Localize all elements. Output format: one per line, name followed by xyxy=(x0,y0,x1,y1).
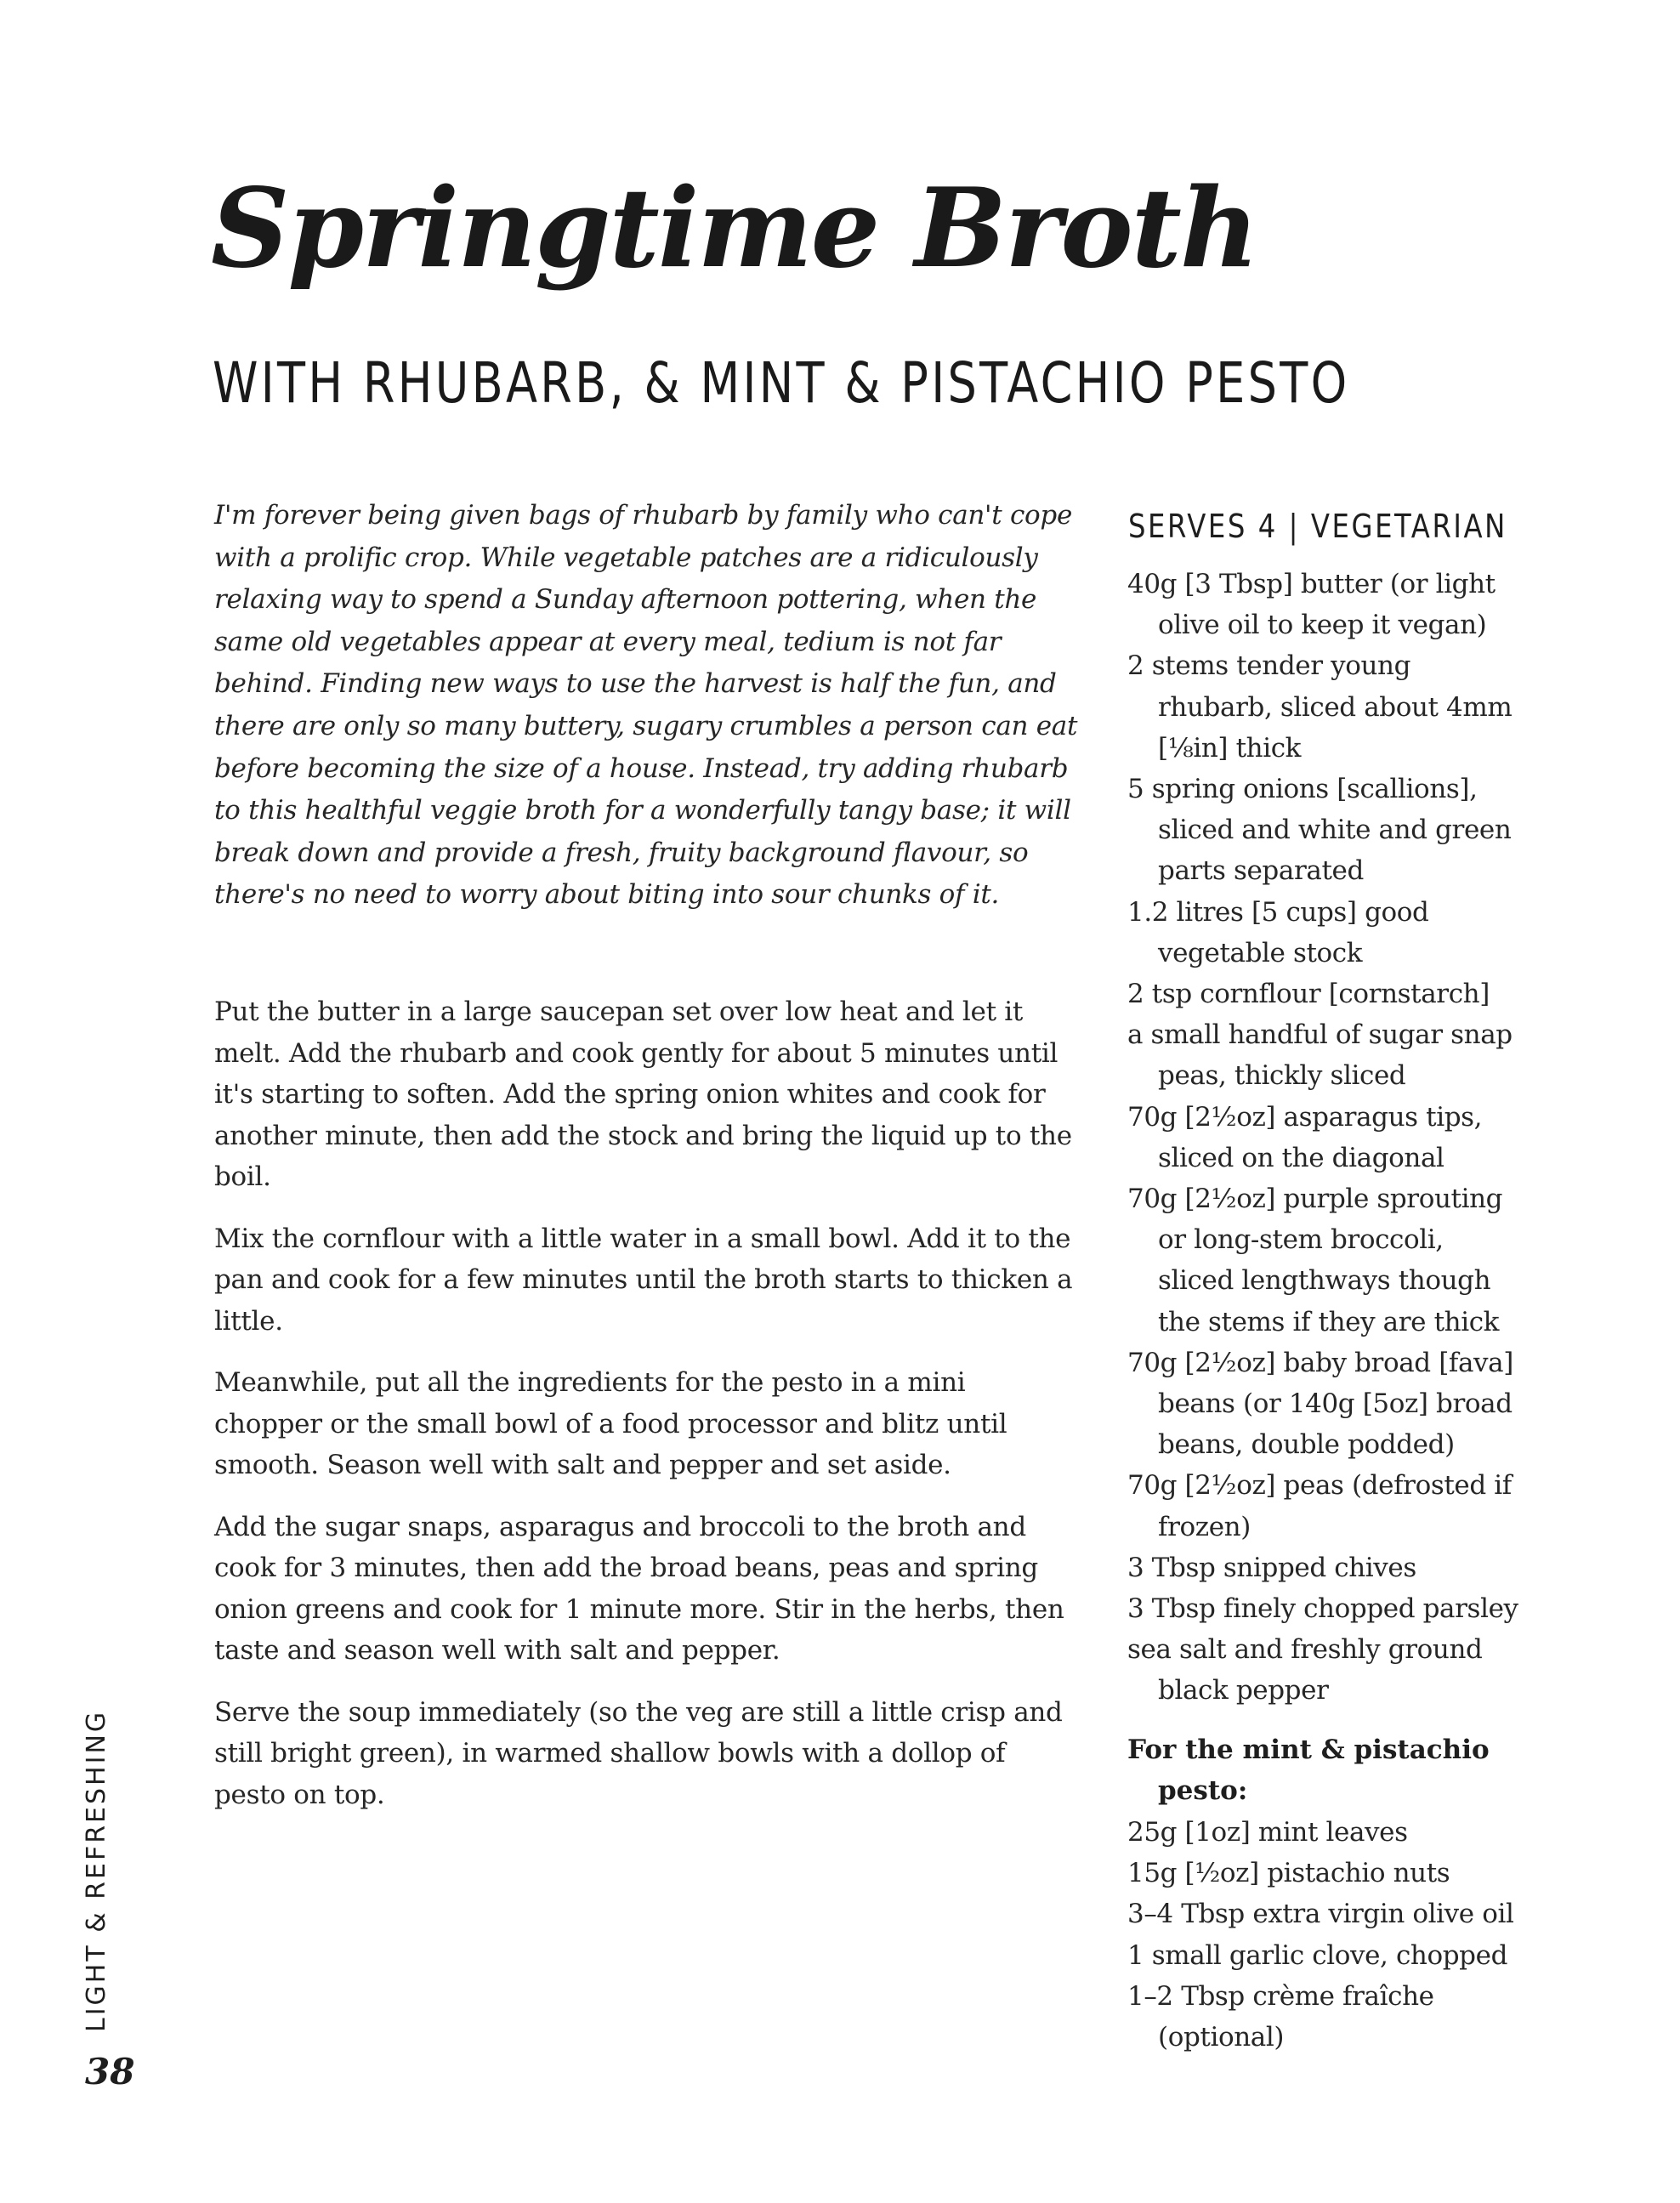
ingredient-item: 2 stems tender young rhubarb, sliced about 4mm [⅛in] thick xyxy=(1127,650,1513,764)
ingredient-item: 5 spring onions [scallions], sliced and white and green parts separated xyxy=(1127,774,1512,887)
pesto-ingredient-item: 3–4 Tbsp extra virgin olive oil xyxy=(1127,1899,1514,1930)
pesto-ingredient-item: 25g [1oz] mint leaves xyxy=(1127,1817,1408,1848)
pesto-ingredient-item: 15g [½oz] pistachio nuts xyxy=(1127,1858,1450,1889)
page-number: 38 xyxy=(85,2051,135,2092)
ingredient-item: a small handful of sugar snap peas, thickly sliced xyxy=(1127,1019,1513,1092)
ingredient-item: 40g [3 Tbsp] butter (or light olive oil to keep it vegan) xyxy=(1127,569,1496,641)
serves-heading: SERVES 4 | VEGETARIAN xyxy=(1128,508,1507,545)
method-step: Meanwhile, put all the ingredients for the pesto in a mini chopper or the small bowl of a food processor and blitz until smooth. Season well with salt and pepper and set aside. xyxy=(214,1367,1007,1480)
ingredient-item: 2 tsp cornflour [cornstarch] xyxy=(1127,979,1490,1010)
method-section xyxy=(214,991,1073,1836)
ingredient-item: 70g [2½oz] asparagus tips, sliced on the diagonal xyxy=(1127,1101,1483,1173)
ingredients-list xyxy=(1127,564,1527,1712)
ingredient-item: 3 Tbsp snipped chives xyxy=(1127,1552,1416,1583)
ingredient-item: 1.2 litres [5 cups] good vegetable stock xyxy=(1127,896,1429,968)
recipe-title: Springtime Broth xyxy=(211,165,1257,292)
ingredient-item: 70g [2½oz] purple sprouting or long-stem broccoli, sliced lengthways though the stems if they are thick xyxy=(1127,1184,1503,1337)
ingredient-item: sea salt and freshly ground black pepper xyxy=(1127,1634,1483,1706)
pesto-ingredient-item: 1–2 Tbsp crème fraîche (optional) xyxy=(1127,1980,1434,2053)
ingredient-item: 70g [2½oz] peas (defrosted if frozen) xyxy=(1127,1470,1512,1542)
ingredient-item: 70g [2½oz] baby broad [fava] beans (or 140g [5oz] broad beans, double podded) xyxy=(1127,1347,1513,1461)
recipe-subtitle: WITH RHUBARB, & MINT & PISTACHIO PESTO xyxy=(213,350,1350,416)
section-label: LIGHT & REFRESHING xyxy=(82,1709,111,2032)
pesto-ingredient-item: 1 small garlic clove, chopped xyxy=(1127,1939,1508,1971)
method-step: Serve the soup immediately (so the veg are still a little crisp and still bright green), in warmed shallow bowls with a dollop of pesto on top. xyxy=(214,1696,1063,1810)
method-step: Put the butter in a large saucepan set over low heat and let it melt. Add the rhubarb and cook gently for about 5 minutes until it's starting to soften. Add the spring onion whites and cook for another minute, then add the stock and bring the liquid up to the boil. xyxy=(214,996,1072,1192)
ingredient-item: 3 Tbsp finely chopped parsley xyxy=(1127,1593,1518,1625)
method-step: Add the sugar snaps, asparagus and broccoli to the broth and cook for 3 minutes, then add the broad beans, peas and spring onion greens and cook for 1 minute more. Stir in the herbs, then taste and season well with salt and pepper. xyxy=(214,1511,1064,1666)
intro-paragraph: I'm forever being given bags of rhubarb by family who can't cope with a prolific crop. While vegetable patches are a ridiculously relaxing way to spend a Sunday afternoon pottering, when the same old vegetables appear at every meal, tedium is not far behind. Finding new ways to use the harvest is half the fun, and there are only so many buttery, sugary crumbles a person can eat before becoming the size of a house. Instead, try adding rhubarb to this healthful veggie broth for a wonderfully tangy base; it will break down and provide a fresh, fruity background flavour, so there's no need to worry about biting into sour chunks of it. xyxy=(214,500,1078,911)
pesto-ingredients-list xyxy=(1127,1812,1544,2058)
method-step: Mix the cornflour with a little water in a small bowl. Add it to the pan and cook for a few minutes until the broth starts to thicken a little. xyxy=(214,1223,1073,1337)
pesto-heading: For the mint & pistachio pesto: xyxy=(1127,1735,1490,1807)
